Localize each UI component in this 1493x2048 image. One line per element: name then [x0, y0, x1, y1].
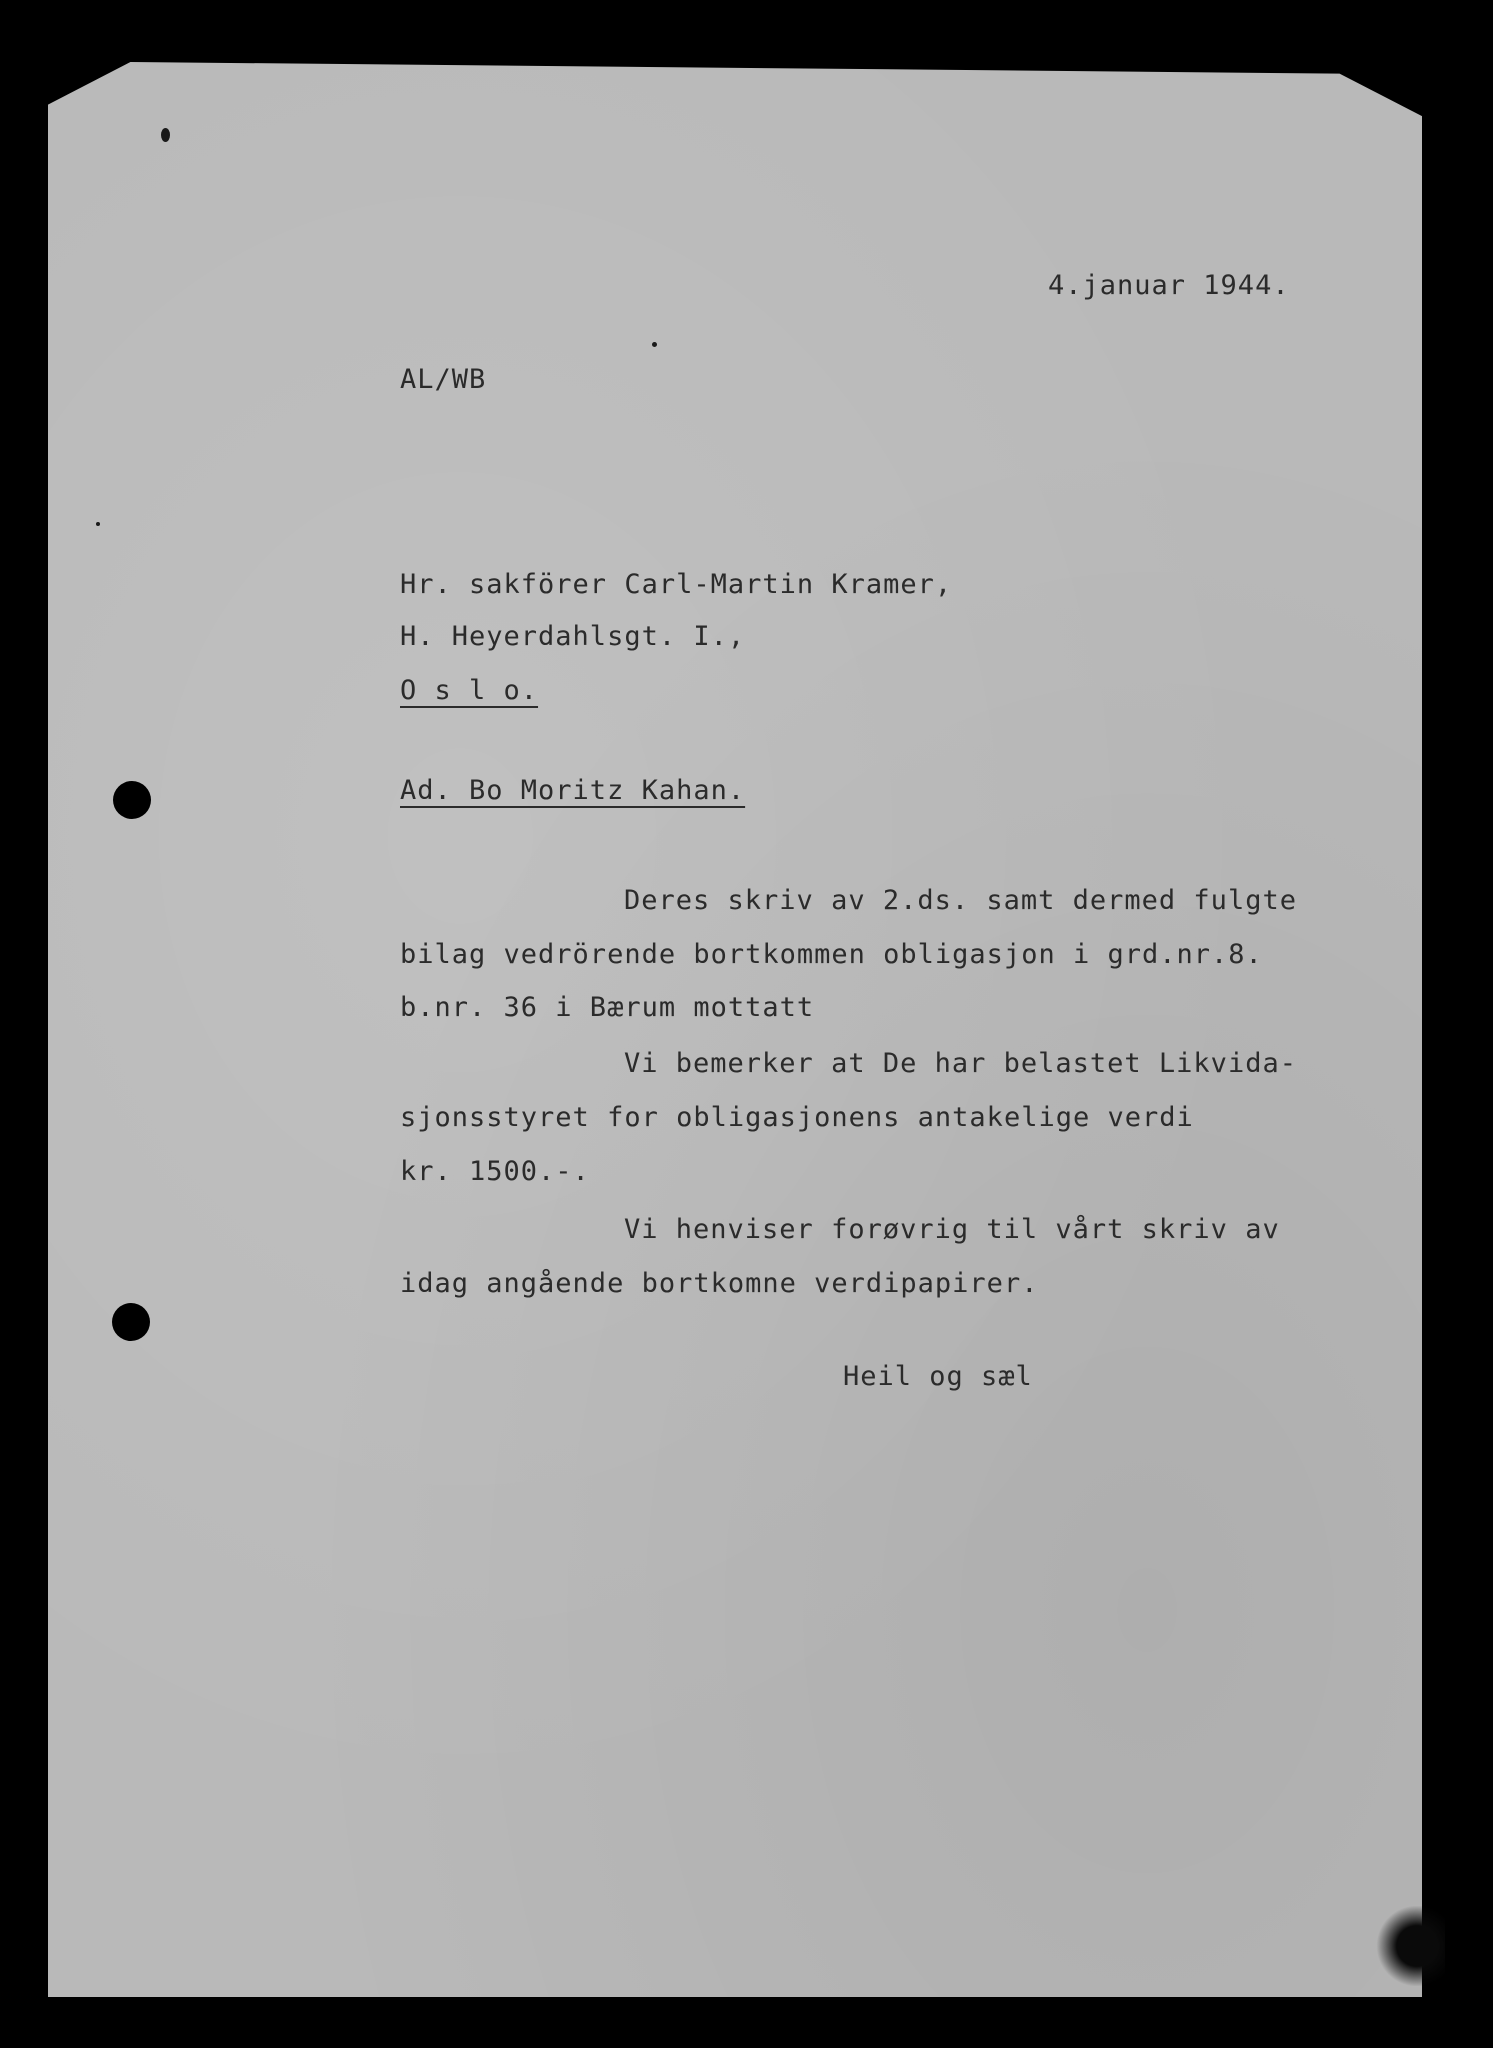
body-line: sjonsstyret for obligasjonens antakelige verdi: [400, 1102, 1194, 1133]
body-line: idag angående bortkomne verdipapirer.: [400, 1268, 1039, 1299]
body-line: Vi bemerker at De har belastet Likvida-: [624, 1048, 1297, 1079]
body-line: Deres skriv av 2.ds. samt dermed fulgte: [624, 885, 1297, 916]
punch-hole-top: [113, 781, 151, 819]
recipient-city: O s l o.: [400, 675, 539, 706]
ink-speck: [161, 128, 170, 142]
subject-line: Ad. Bo Moritz Kahan.: [400, 775, 746, 806]
body-line: kr. 1500.-.: [400, 1156, 590, 1187]
letter-date: 4.januar 1944.: [1048, 270, 1290, 301]
recipient-address: H. Heyerdahlsgt. I.,: [400, 621, 746, 652]
ink-speck: [96, 522, 100, 526]
reference-code: AL/WB: [400, 364, 487, 395]
letter-page: [48, 62, 1422, 1997]
corner-stain: [1375, 1906, 1445, 1986]
recipient-name: Hr. sakförer Carl-Martin Kramer,: [400, 569, 953, 600]
ink-speck: [652, 342, 657, 347]
body-line: b.nr. 36 i Bærum mottatt: [400, 992, 815, 1023]
closing-salutation: Heil og sæl: [843, 1361, 1033, 1392]
body-line: Vi henviser forøvrig til vårt skriv av: [624, 1214, 1280, 1245]
punch-hole-bottom: [112, 1303, 150, 1341]
body-line: bilag vedrörende bortkommen obligasjon i grd.nr.8.: [400, 939, 1263, 970]
